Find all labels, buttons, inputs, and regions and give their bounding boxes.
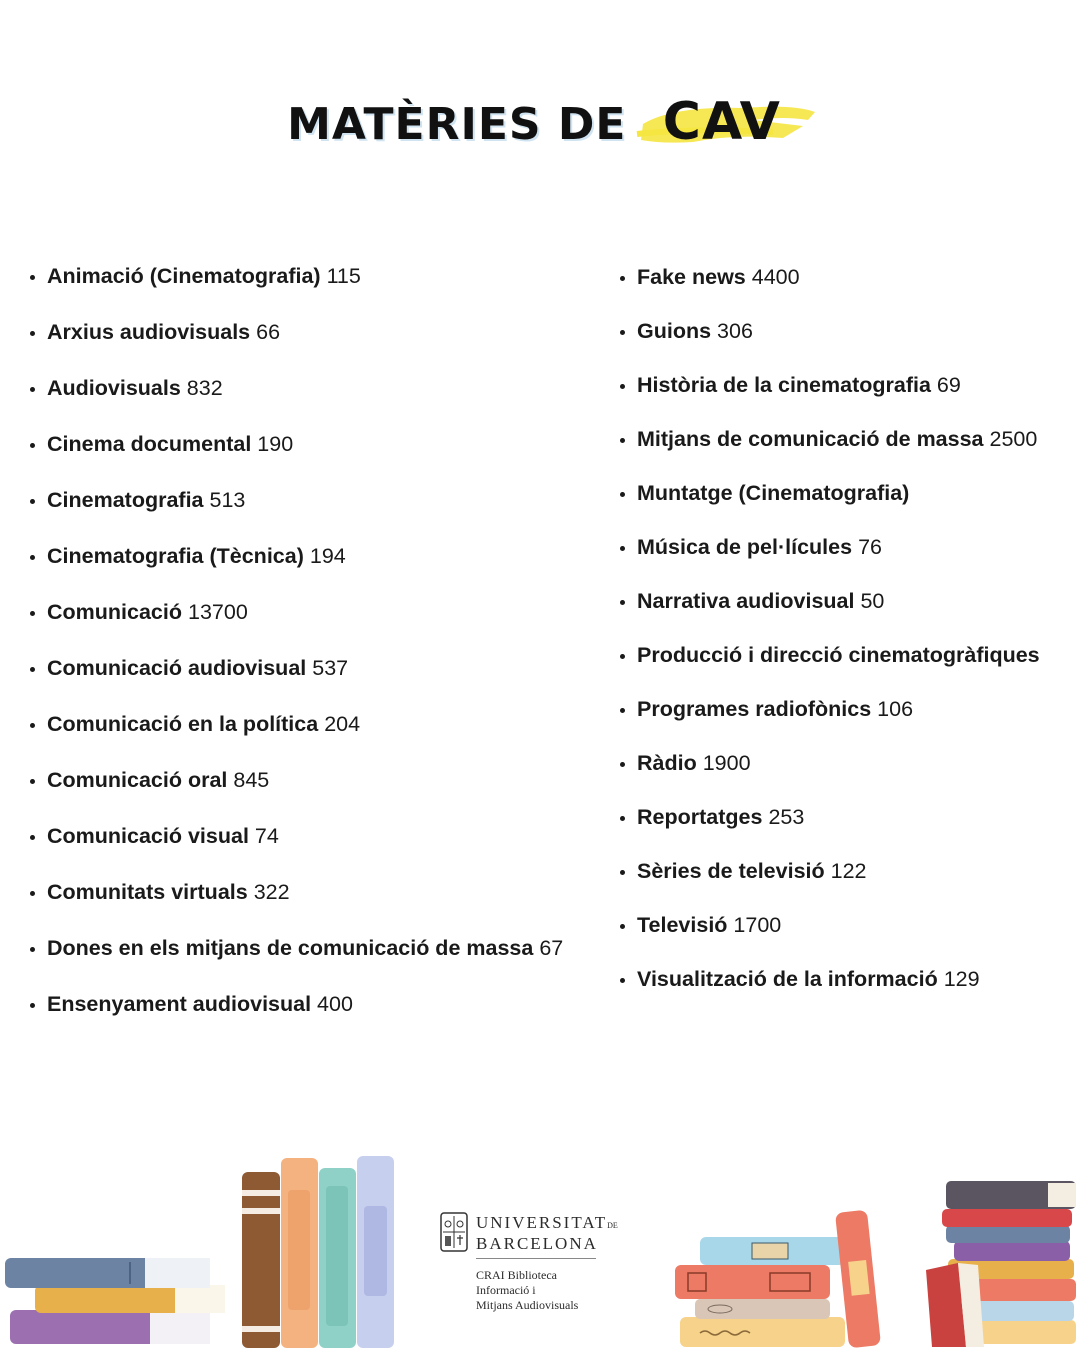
- subject-item: [47, 824, 563, 880]
- subject-name: Cinematografia (Tècnica): [47, 544, 304, 568]
- subject-name: Cinema documental: [47, 432, 252, 456]
- subject-list-left: [47, 264, 563, 1048]
- subject-item: [637, 967, 1040, 1021]
- subject-count: 122: [830, 859, 867, 883]
- subject-name: Comunicació oral: [47, 768, 228, 792]
- subject-count: 66: [256, 320, 281, 344]
- subject-count: 2500: [989, 427, 1038, 451]
- subject-name: Ensenyament audiovisual: [47, 992, 312, 1016]
- subject-count: 106: [877, 697, 914, 721]
- subject-list-right: [637, 265, 1040, 1021]
- page-title: [0, 92, 1080, 152]
- university-name: UNIVERSITATDE BARCELONA: [476, 1213, 618, 1253]
- university-crest-icon: [440, 1212, 468, 1252]
- subject-name: Cinematografia: [47, 488, 204, 512]
- subject-count: 67: [539, 936, 564, 960]
- subject-name: Mitjans de comunicació de massa: [637, 427, 984, 451]
- subject-item: [47, 600, 563, 656]
- subject-name: Música de pel·lícules: [637, 535, 853, 559]
- subject-name: Comunicació: [47, 600, 182, 624]
- logo-divider: [476, 1258, 596, 1259]
- subject-count: 129: [943, 967, 980, 991]
- subject-item: [637, 319, 1040, 373]
- subject-name: Història de la cinematografia: [637, 373, 931, 397]
- subject-item: [637, 265, 1040, 319]
- subject-item: [637, 643, 1040, 697]
- subject-item: [637, 859, 1040, 913]
- subject-item: [47, 320, 563, 376]
- subject-item: [47, 656, 563, 712]
- subject-name: Comunicació visual: [47, 824, 249, 848]
- subject-item: [47, 992, 563, 1048]
- subject-name: Sèries de televisió: [637, 859, 825, 883]
- books-pile-icon: [918, 1175, 1080, 1350]
- subject-item: [47, 376, 563, 432]
- subject-name: Visualització de la informació: [637, 967, 938, 991]
- subject-name: Muntatge (Cinematografia): [637, 481, 910, 505]
- subject-name: Narrativa audiovisual: [637, 589, 855, 613]
- subject-item: [47, 432, 563, 488]
- subject-item: [47, 544, 563, 600]
- subject-count: 845: [233, 768, 270, 792]
- subject-item: [47, 488, 563, 544]
- subject-name: Producció i direcció cinematogràfiques: [637, 643, 1040, 667]
- subject-item: [637, 589, 1040, 643]
- title-part2: CAV: [662, 92, 781, 152]
- crai-name: CRAI Biblioteca Informació i Mitjans Audiovisuals: [476, 1268, 579, 1312]
- subject-item: [637, 427, 1040, 481]
- subject-item: [637, 535, 1040, 589]
- title-highlight: [651, 92, 793, 152]
- subject-count: 204: [324, 712, 361, 736]
- subject-item: [47, 712, 563, 768]
- subject-item: [47, 880, 563, 936]
- subject-name: Programes radiofònics: [637, 697, 872, 721]
- subject-count: 253: [768, 805, 805, 829]
- subject-count: 832: [186, 376, 223, 400]
- subject-item: [47, 936, 563, 992]
- subject-count: 74: [254, 824, 279, 848]
- subject-count: 322: [253, 880, 290, 904]
- subject-name: Audiovisuals: [47, 376, 181, 400]
- subject-count: 1700: [733, 913, 782, 937]
- subject-count: 13700: [187, 600, 248, 624]
- subject-count: 537: [312, 656, 349, 680]
- subject-name: Comunitats virtuals: [47, 880, 248, 904]
- subject-count: 4400: [751, 265, 800, 289]
- subject-item: [637, 481, 1040, 535]
- subject-name: Televisió: [637, 913, 728, 937]
- subject-count: 513: [209, 488, 246, 512]
- subject-name: Dones en els mitjans de comunicació de massa: [47, 936, 534, 960]
- subject-name: Animació (Cinematografia): [47, 264, 321, 288]
- subject-count: 1900: [702, 751, 751, 775]
- subject-name: Comunicació en la política: [47, 712, 319, 736]
- subject-count: 76: [858, 535, 882, 559]
- subject-name: Guions: [637, 319, 712, 343]
- subject-item: [637, 697, 1040, 751]
- books-stack-left-icon: [0, 1150, 400, 1350]
- subject-item: [47, 264, 563, 320]
- subject-count: 306: [717, 319, 753, 343]
- subject-item: [637, 805, 1040, 859]
- subject-item: [637, 913, 1040, 967]
- title-part1: MATÈRIES DE: [287, 99, 627, 150]
- subject-item: [637, 373, 1040, 427]
- subject-name: Arxius audiovisuals: [47, 320, 251, 344]
- subject-item: [637, 751, 1040, 805]
- subject-name: Fake news: [637, 265, 746, 289]
- subject-name: Ràdio: [637, 751, 697, 775]
- subject-count: 400: [317, 992, 353, 1016]
- subject-count: 194: [309, 544, 346, 568]
- subject-count: 115: [326, 264, 361, 288]
- subject-count: 50: [860, 589, 885, 613]
- subject-count: 69: [936, 373, 961, 397]
- books-stack-right-icon: [670, 1205, 900, 1350]
- subject-name: Reportatges: [637, 805, 763, 829]
- subject-count: 190: [257, 432, 294, 456]
- subject-name: Comunicació audiovisual: [47, 656, 307, 680]
- subject-item: [47, 768, 563, 824]
